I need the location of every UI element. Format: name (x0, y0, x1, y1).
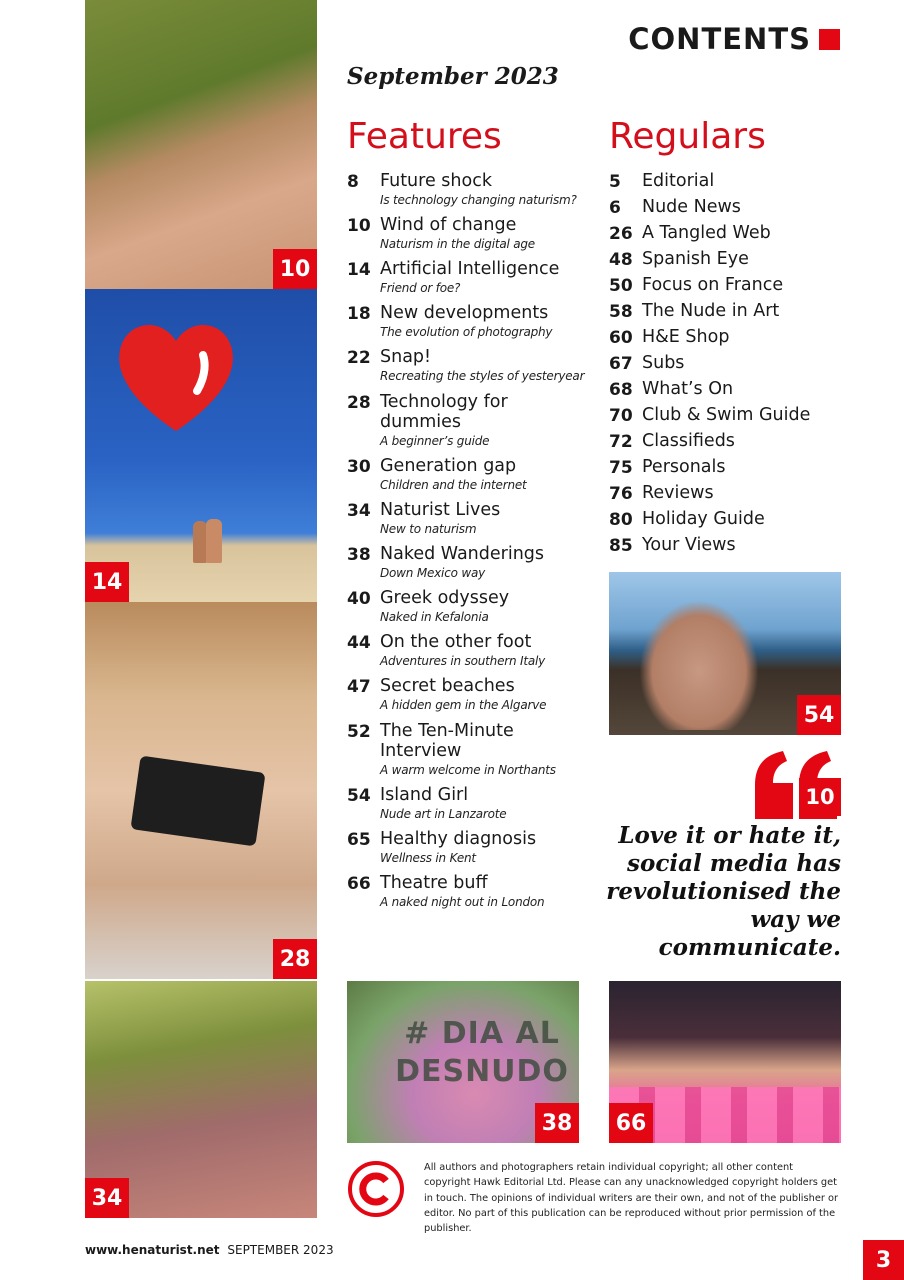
regular-title: A Tangled Web (642, 223, 771, 243)
feature-page: 66 (347, 874, 371, 894)
feature-subtitle: Wellness in Kent (380, 851, 476, 865)
feature-title: Naturist Lives (380, 500, 501, 520)
feature-title: Technology for dummies (380, 392, 508, 432)
feature-subtitle: A hidden gem in the Algarve (380, 698, 547, 712)
regular-title: H&E Shop (642, 327, 730, 347)
feature-title: Secret beaches (380, 676, 515, 696)
feature-title: Greek odyssey (380, 588, 510, 608)
regular-title: Personals (642, 457, 726, 477)
regular-title: Nude News (642, 197, 741, 217)
photo-page-badge: 34 (85, 1178, 129, 1218)
feature-page: 8 (347, 172, 359, 192)
feature-page: 22 (347, 348, 371, 368)
feature-page: 54 (347, 786, 371, 806)
page-footer (85, 1243, 334, 1257)
feature-page: 40 (347, 589, 371, 609)
page-title (628, 22, 840, 56)
photo-stage-tutus (609, 981, 841, 1143)
pull-quote: Love it or hate it, social media has revolutionised the way we communicate. (606, 822, 841, 961)
feature-page: 47 (347, 677, 371, 697)
feature-subtitle: Is technology changing naturism? (380, 193, 577, 207)
photo-painted-back (347, 981, 579, 1143)
feature-page: 10 (347, 216, 371, 236)
feature-title: New developments (380, 303, 549, 323)
contents-label: CONTENTS (628, 22, 811, 56)
feature-title: Future shock (380, 171, 492, 191)
heart-balloon-icon (111, 311, 241, 439)
feature-page: 30 (347, 457, 371, 477)
regular-page: 60 (609, 328, 633, 348)
graffiti-text: # DIA AL DESNUDO (395, 1016, 569, 1089)
feature-page: 34 (347, 501, 371, 521)
photo-heart-balloon-beach (85, 289, 317, 602)
regular-page: 76 (609, 484, 633, 504)
photo-page-badge: 66 (609, 1103, 653, 1143)
feature-title: Generation gap (380, 456, 517, 476)
feature-subtitle: The evolution of photography (380, 325, 553, 339)
feature-title: Naked Wanderings (380, 544, 545, 564)
regular-title: What’s On (642, 379, 734, 399)
regular-title: Subs (642, 353, 685, 373)
feature-title: Theatre buff (380, 873, 488, 893)
photo-page-badge: 14 (85, 562, 129, 602)
seated-figure (639, 600, 759, 730)
copyright-notice: All authors and photographers retain individual copyright; all other content copyright Hawk Editorial Ltd. Please can any unacknowledged copyright holders get in touch. The opinions of individual writers are their own, and not of the publisher or editor. No part of this publication can be reproduced without prior permission of the publisher. (424, 1162, 839, 1235)
regular-page: 68 (609, 380, 633, 400)
photo-page-badge: 10 (273, 249, 317, 289)
feature-subtitle: Recreating the styles of yesteryear (380, 369, 585, 383)
regular-page: 58 (609, 302, 633, 322)
regular-title: Classifieds (642, 431, 735, 451)
feature-subtitle: A beginner’s guide (380, 434, 490, 448)
feature-subtitle: New to naturism (380, 522, 477, 536)
regular-title: Holiday Guide (642, 509, 765, 529)
regular-page: 6 (609, 198, 621, 218)
feature-page: 44 (347, 633, 371, 653)
tablet-device (130, 756, 265, 847)
photo-couple-on-grass (85, 0, 317, 289)
feature-title: Wind of change (380, 215, 517, 235)
features-heading: Features (347, 116, 502, 157)
feature-page: 18 (347, 304, 371, 324)
regular-title: Reviews (642, 483, 714, 503)
feature-subtitle: Naturism in the digital age (380, 237, 535, 251)
regular-title: The Nude in Art (642, 301, 780, 321)
feature-page: 65 (347, 830, 371, 850)
issue-date: September 2023 (347, 63, 559, 90)
feature-title: Healthy diagnosis (380, 829, 537, 849)
photo-page-badge: 54 (797, 695, 841, 735)
regulars-heading: Regulars (609, 116, 766, 157)
regular-title: Club & Swim Guide (642, 405, 811, 425)
regular-page: 80 (609, 510, 633, 530)
feature-title: Island Girl (380, 785, 469, 805)
quote-page-badge: 10 (799, 778, 841, 816)
regular-page: 67 (609, 354, 633, 374)
feature-page: 52 (347, 722, 371, 742)
regular-page: 5 (609, 172, 621, 192)
photo-man-on-rocks (609, 572, 841, 735)
page-number: 3 (863, 1240, 904, 1280)
regular-page: 26 (609, 224, 633, 244)
regular-page: 85 (609, 536, 633, 556)
feature-page: 38 (347, 545, 371, 565)
regular-title: Your Views (642, 535, 736, 555)
feature-subtitle: Friend or foe? (380, 281, 461, 295)
regular-title: Editorial (642, 171, 715, 191)
feature-subtitle: A warm welcome in Northants (380, 763, 556, 777)
regular-page: 72 (609, 432, 633, 452)
beach-figure (193, 521, 207, 563)
photo-page-badge: 38 (535, 1103, 579, 1143)
regular-page: 75 (609, 458, 633, 478)
photo-party-crowd (85, 981, 317, 1218)
feature-title: Snap! (380, 347, 432, 367)
feature-title: The Ten-Minute Interview (380, 721, 514, 761)
feature-title: Artificial Intelligence (380, 259, 560, 279)
feature-subtitle: Nude art in Lanzarote (380, 807, 507, 821)
feature-subtitle: A naked night out in London (380, 895, 545, 909)
title-square-icon (819, 29, 840, 50)
photo-woman-with-tablet (85, 602, 317, 979)
feature-page: 14 (347, 260, 371, 280)
feature-subtitle: Naked in Kefalonia (380, 610, 489, 624)
feature-subtitle: Down Mexico way (380, 566, 486, 580)
copyright-icon (347, 1160, 405, 1218)
regular-page: 50 (609, 276, 633, 296)
feature-page: 28 (347, 393, 371, 413)
footer-month: SEPTEMBER 2023 (227, 1243, 334, 1257)
feature-subtitle: Adventures in southern Italy (380, 654, 546, 668)
regular-page: 48 (609, 250, 633, 270)
feature-title: On the other foot (380, 632, 532, 652)
regular-title: Spanish Eye (642, 249, 749, 269)
regular-title: Focus on France (642, 275, 784, 295)
regular-page: 70 (609, 406, 633, 426)
photo-page-badge: 28 (273, 939, 317, 979)
feature-subtitle: Children and the internet (380, 478, 527, 492)
website-link[interactable]: www.henaturist.net (85, 1243, 220, 1257)
beach-figure (206, 519, 222, 563)
